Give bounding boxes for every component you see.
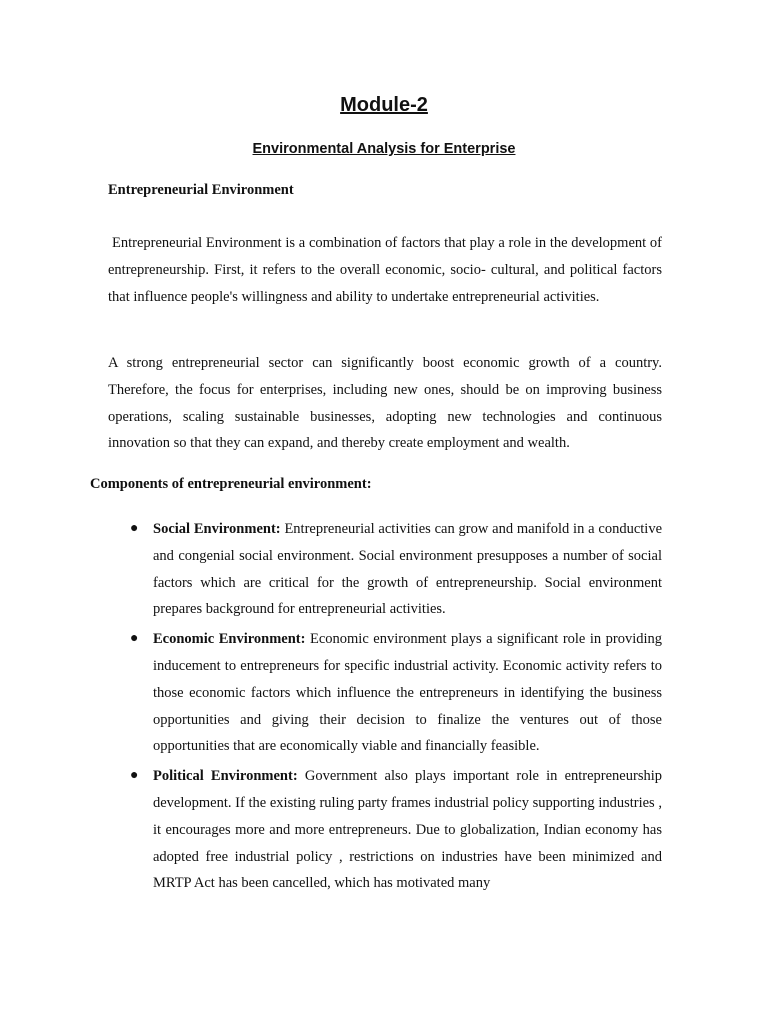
paragraph-intro: Entrepreneurial Environment is a combination of factors that play a role in the development of entrepreneurship. First, it refers to the overall economic, socio- cultural, and political factors that influence people's willingness and ability to undertake entrepreneurial activities. <box>108 235 662 305</box>
component-text: Economic environment plays a significant role in providing inducement to entrepreneurs for specific industrial activity. Economic activity refers to those economic factors which influence the entrepreneurs in identifying the business opportunities and giving their decision to finalize the ventures out of those opportunities that are economically viable and financially feasible. <box>153 631 663 755</box>
list-item <box>124 626 662 760</box>
components-list <box>124 516 662 900</box>
bullet-icon: ● <box>130 768 139 784</box>
paragraph-growth: A strong entrepreneurial sector can significantly boost economic growth of a country. Therefore, the focus for enterprises, including new ones, should be on improving business operations, scaling sustainable businesses, adopting new technologies and continuous innovation so that they can expand, and thereby create employment and wealth. <box>108 355 662 452</box>
component-label: Economic Environment: <box>153 631 306 648</box>
bullet-icon: ● <box>130 631 139 647</box>
component-text: Government also plays important role in entrepreneurship development. If the existing ruling party frames industrial policy supporting industries , it encourages more and more entrepreneurs. Due to globalization, Indian economy has adopted free industrial policy , restrictions on industries have been minimized and MRTP Act has been cancelled, which has motivated many <box>153 768 662 892</box>
components-heading: Components of entrepreneurial environment: <box>90 476 372 492</box>
list-item <box>124 516 662 623</box>
document-subtitle: Environmental Analysis for Enterprise <box>252 141 516 157</box>
component-label: Social Environment: <box>153 521 281 537</box>
list-item <box>124 763 662 897</box>
component-label: Political Environment: <box>153 768 298 785</box>
component-text: Entrepreneurial activities can grow and manifold in a conductive and congenial social environment. Social environment presupposes a number of social factors which are critical for the growth of entrepreneurship. Social environment prepares background for entrepreneurial activities. <box>153 521 663 618</box>
page-title: Module-2 <box>340 94 428 116</box>
bullet-icon: ● <box>130 521 139 536</box>
section-heading: Entrepreneurial Environment <box>108 182 294 198</box>
